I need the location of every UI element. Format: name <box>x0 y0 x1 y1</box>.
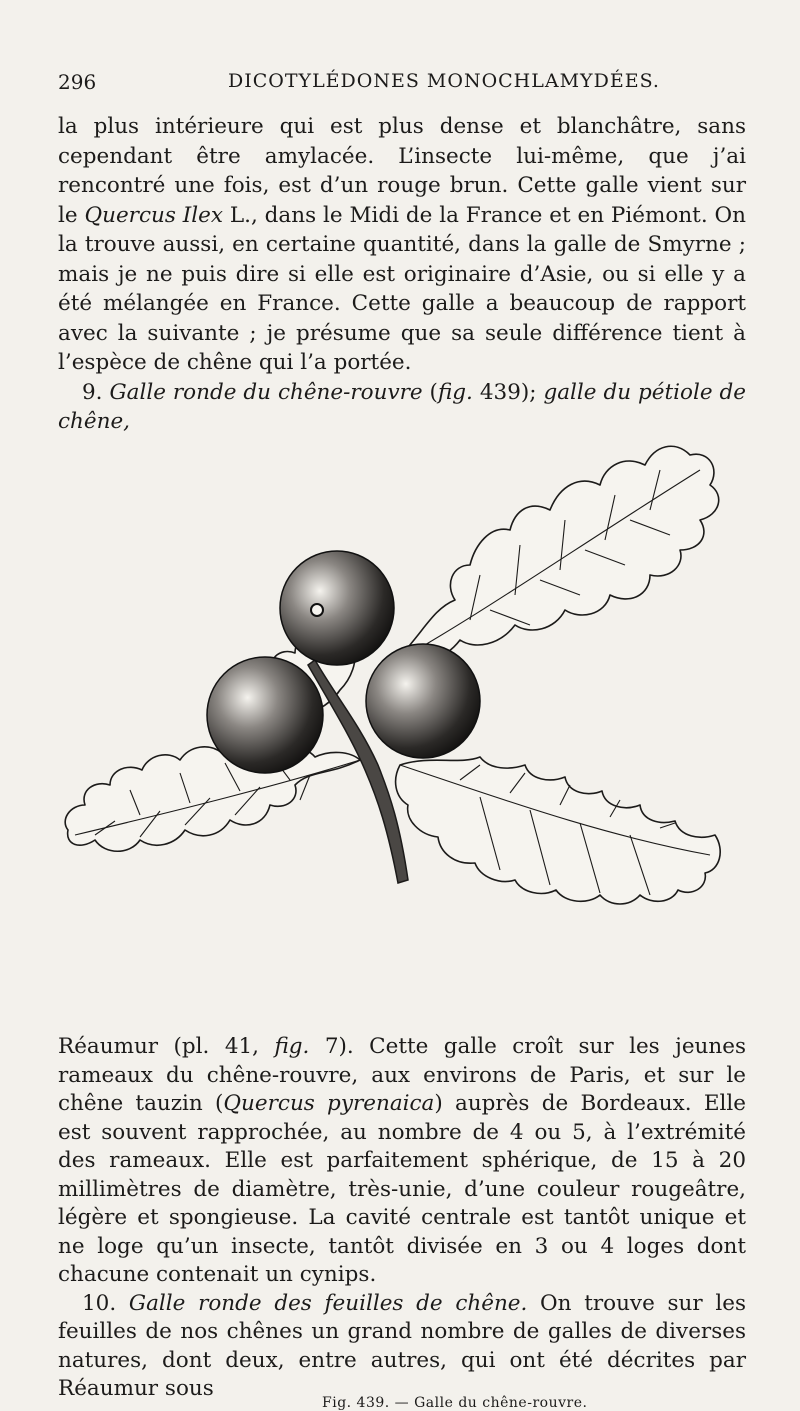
running-head: DICOTYLÉDONES MONOCHLAMYDÉES. <box>228 70 660 92</box>
oak-leaf <box>390 446 719 666</box>
figure-reference: fig. <box>274 1034 310 1059</box>
gall-opening <box>311 604 323 616</box>
item-title: Galle ronde des feuilles de chêne. <box>128 1290 528 1316</box>
paragraph-text: ) auprès de Bordeaux. Elle est souvent rapprochée, au nombre de 4 ou 5, à l’extrémité des rameaux. Elle est parfaitement sphérique, de 15 à 20 millimètres de diamètre, très-unie, d’une couleur rougeâtre, légère et spongieuse. La cavité centrale est tantôt unique et ne loge qu’un insecte, tantôt divisée en 3 ou 4 loges dont chacune contenait un cynips. <box>58 1091 746 1287</box>
paragraph-text: 7). Cette galle croît sur les jeunes rameaux du chêne-rouvre, aux environs de Paris, et sur le chêne tauzin ( <box>58 1034 746 1116</box>
reference-number: 439); <box>472 379 544 405</box>
item-10-paragraph <box>58 1290 746 1404</box>
gall-sphere <box>280 551 394 665</box>
oak-leaf <box>65 743 360 851</box>
paragraph-text: Réaumur (pl. 41, <box>58 1034 275 1059</box>
species-name: Quercus Ilex <box>84 202 223 228</box>
gall-sphere <box>366 644 480 758</box>
item-number: 9. <box>82 379 103 405</box>
figure-caption: Fig. 439. — Galle du chêne-rouvre. <box>322 1395 588 1411</box>
paragraph-quercus-ilex <box>58 112 746 378</box>
oak-leaf <box>396 757 721 904</box>
item-alt-title: galle du pétiole de chêne, <box>58 379 746 434</box>
figure-reference: fig. <box>437 379 473 405</box>
reference-text: ( <box>422 379 438 405</box>
page-number: 296 <box>58 70 97 94</box>
oak-branch-with-galls-drawing <box>60 425 750 965</box>
item-9-description <box>58 1033 746 1290</box>
bottom-text-block <box>58 1033 746 1404</box>
paragraph-text: L., dans le Midi de la France et en Piémont. On la trouve aussi, en certaine quantité, dans la galle de Smyrne ; mais je ne puis dire si elle est originaire d’Asie, ou si elle y a été mélangée en France. Cette galle a beaucoup de rapport avec la suivante ; je présume que sa seule différence tient à l’espèce de chêne qui l’a portée. <box>58 202 746 375</box>
paragraph-text: On trouve sur les feuilles de nos chênes un grand nombre de galles de diverses natures, dont deux, entre autres, qui ont été décrites par Réaumur sous <box>58 1290 746 1401</box>
item-title: Galle ronde du chêne-rouvre <box>109 379 423 405</box>
page-header <box>58 70 748 100</box>
paragraph-text: la plus intérieure qui est plus dense et blanchâtre, sans cependant être amylacée. L’insecte lui-même, que j’ai rencontré une fois, est d’un rouge brun. Cette galle vient sur le <box>58 114 746 228</box>
species-name: Quercus pyrenaica <box>223 1091 435 1116</box>
top-text-block <box>58 112 746 437</box>
gall-sphere <box>207 657 323 773</box>
item-number: 10. <box>82 1290 117 1316</box>
